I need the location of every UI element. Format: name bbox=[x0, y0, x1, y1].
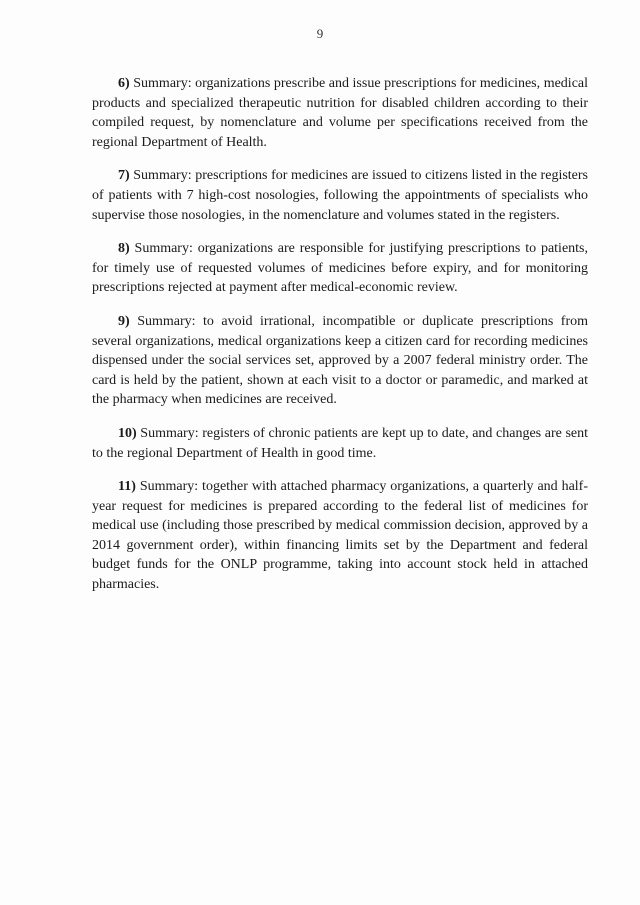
page-number: 9 bbox=[316, 26, 324, 41]
paragraph-text: Summary: registers of chronic patients are kept up to date, and changes are sent to the regional Department of Health in good time. bbox=[92, 425, 588, 461]
paragraph-9 bbox=[92, 312, 588, 410]
paragraph-text: Summary: organizations are responsible for justifying prescriptions to patients, for timely use of requested volumes of medicines before expiry, and for monitoring prescriptions rejected at payment after medical-economic review. bbox=[92, 241, 588, 296]
paragraph-8 bbox=[92, 239, 588, 298]
paragraph-6 bbox=[92, 74, 588, 152]
paragraph-text: Summary: together with attached pharmacy organizations, a quarterly and half-year request for medicines is prepared according to the federal list of medicines for medical use (including those prescribed by medical commission decision, approved by a 2014 government order), within financing limits set by the Department and federal budget funds for the ONLP programme, taking into account stock held in attached pharmacies. bbox=[92, 479, 588, 593]
paragraph-number: 10) bbox=[118, 425, 137, 441]
document-body bbox=[92, 74, 588, 609]
paragraph-text: Summary: to avoid irrational, incompatible or duplicate prescriptions from several organizations, medical organizations keep a citizen card for recording medicines dispensed under the social services set, approved by a 2007 federal ministry order. The card is held by the patient, shown at each visit to a doctor or paramedic, and marked at the pharmacy when medicines are received. bbox=[92, 313, 588, 408]
paragraph-10 bbox=[92, 424, 588, 463]
paragraph-number: 9) bbox=[118, 313, 130, 329]
paragraph-7 bbox=[92, 166, 588, 225]
paragraph-number: 7) bbox=[118, 168, 130, 184]
paragraph-11 bbox=[92, 477, 588, 595]
paragraph-number: 6) bbox=[118, 76, 130, 91]
paragraph-text: Summary: prescriptions for medicines are issued to citizens listed in the registers of patients with 7 high-cost nosologies, following the appointments of specialists who supervise those nosologies, in the nomenclature and volumes stated in the registers. bbox=[92, 168, 588, 223]
paragraph-number: 8) bbox=[118, 241, 130, 257]
paragraph-text: Summary: organizations prescribe and issue prescriptions for medicines, medical products and specialized therapeutic nutrition for disabled children according to their compiled request, by nomenclature and volume per specifications received from the regional Department of Health. bbox=[92, 76, 589, 150]
paragraph-number: 11) bbox=[118, 479, 136, 495]
